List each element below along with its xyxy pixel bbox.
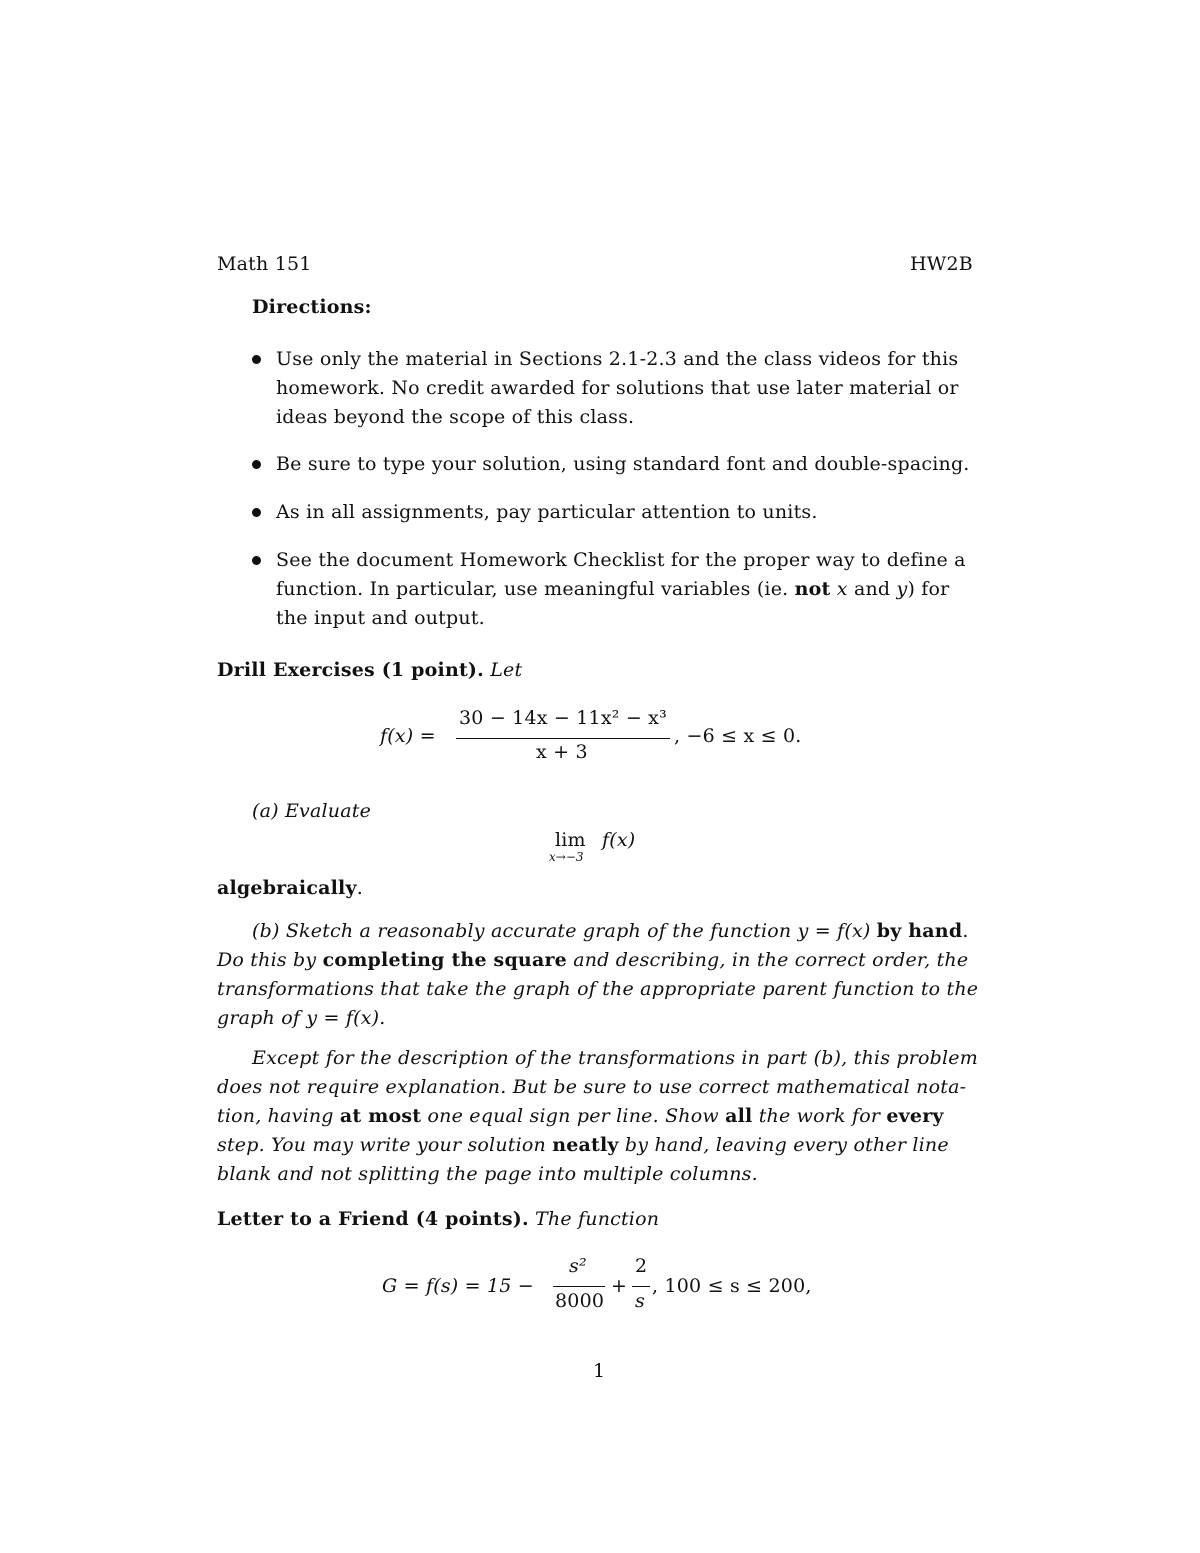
paragraph-line: transformations that take the graph of the appropriate parent function to the xyxy=(217,978,979,1000)
drill-heading: Drill Exercises (1 point). xyxy=(217,659,484,681)
list-item xyxy=(276,450,970,479)
list-item-line: Be sure to type your solution, using standard font and double-spacing. xyxy=(276,453,970,475)
list-item-line: ideas beyond the scope of this class. xyxy=(276,406,635,428)
g-lhs: G = f(s) = 15 − xyxy=(382,1275,534,1297)
emphasis-not: not xyxy=(794,578,831,600)
text-run: tion, having xyxy=(217,1105,334,1127)
text-run: Do this by xyxy=(217,949,317,971)
paragraph-line xyxy=(217,1102,978,1131)
function-lhs: f(x) = xyxy=(380,725,436,747)
text-run: function. In particular, use meaningful variables (ie. xyxy=(276,578,789,600)
page-number: 1 xyxy=(593,1360,606,1382)
paragraph-line xyxy=(217,1131,978,1160)
list-item-line: See the document Homework Checklist for the proper way to define a xyxy=(276,549,966,571)
list-item-line: homework. No credit awarded for solutions that use later material or xyxy=(276,377,959,399)
paragraph-line: Except for the description of the transformations in part (b), this problem xyxy=(252,1047,978,1069)
list-item-line: the input and output. xyxy=(276,607,485,629)
part-b-paragraph xyxy=(217,917,978,1033)
bullet-dot xyxy=(252,508,261,517)
emphasis-every: every xyxy=(886,1105,944,1127)
fraction1-denominator: 8000 xyxy=(555,1290,605,1312)
bullet-dot xyxy=(252,460,261,469)
paragraph-line: graph of y = f(x). xyxy=(217,1007,386,1029)
list-item-line: As in all assignments, pay particular attention to units. xyxy=(276,501,818,523)
letter-heading: Letter to a Friend (4 points). xyxy=(217,1208,529,1230)
fraction-denominator: x + 3 xyxy=(536,741,588,763)
algebraically-text: algebraically xyxy=(217,877,357,899)
text-run: step. You may write your solution xyxy=(217,1134,546,1156)
drill-heading-line xyxy=(217,656,522,685)
text-run: (b) Sketch a reasonably accurate graph of the function y = f(x) xyxy=(252,920,871,942)
function-domain: , −6 ≤ x ≤ 0. xyxy=(674,725,802,747)
plus-sign: + xyxy=(611,1275,628,1297)
course-title: Math 151 xyxy=(217,253,312,275)
emphasis-completing-square: completing the square xyxy=(322,949,567,971)
list-item xyxy=(276,345,959,432)
assignment-id: HW2B xyxy=(910,253,973,275)
variable-x: x xyxy=(836,578,848,600)
emphasis-at-most: at most xyxy=(339,1105,422,1127)
letter-heading-line xyxy=(217,1205,659,1234)
bullet-dot xyxy=(252,556,261,565)
fraction1-numerator: s² xyxy=(569,1255,587,1277)
variable-y: y xyxy=(896,578,908,600)
list-item-line: Use only the material in Sections 2.1-2.3 and the class videos for this xyxy=(276,348,959,370)
note-paragraph xyxy=(217,1044,978,1189)
list-item xyxy=(276,498,818,527)
emphasis-by-hand: by hand xyxy=(876,920,963,942)
part-a-label: (a) Evaluate xyxy=(252,800,372,822)
text-run: the work for xyxy=(758,1105,881,1127)
letter-lead: The function xyxy=(535,1208,660,1230)
paragraph-line: does not require explanation. But be sure to use correct mathematical nota- xyxy=(217,1076,967,1098)
paragraph-line: blank and not splitting the page into multiple columns. xyxy=(217,1163,758,1185)
limit-word: lim xyxy=(555,829,586,851)
limit-function: f(x) xyxy=(602,829,636,851)
text-run: by hand, leaving every other line xyxy=(624,1134,949,1156)
paragraph-line xyxy=(217,917,978,946)
text-run: and describing, in the correct order, the xyxy=(573,949,969,971)
bullet-dot xyxy=(252,355,261,364)
limit-subscript: x→−3 xyxy=(549,850,584,864)
fraction2-numerator: 2 xyxy=(635,1255,648,1277)
emphasis-neatly: neatly xyxy=(552,1134,619,1156)
g-domain: , 100 ≤ s ≤ 200, xyxy=(652,1275,812,1297)
drill-lead: Let xyxy=(490,659,523,681)
text-run: one equal sign per line. Show xyxy=(427,1105,719,1127)
paragraph-line xyxy=(217,946,978,975)
emphasis-all: all xyxy=(725,1105,753,1127)
part-a-end: algebraically. xyxy=(217,877,363,899)
list-item xyxy=(276,546,966,633)
text-run: ) for xyxy=(907,578,950,600)
text-run: and xyxy=(853,578,891,600)
fraction2-denominator: s xyxy=(635,1290,645,1312)
directions-heading: Directions: xyxy=(252,296,372,318)
fraction-numerator: 30 − 14x − 11x² − x³ xyxy=(459,707,667,729)
list-item-line xyxy=(276,575,966,604)
text-run: . xyxy=(962,920,969,942)
